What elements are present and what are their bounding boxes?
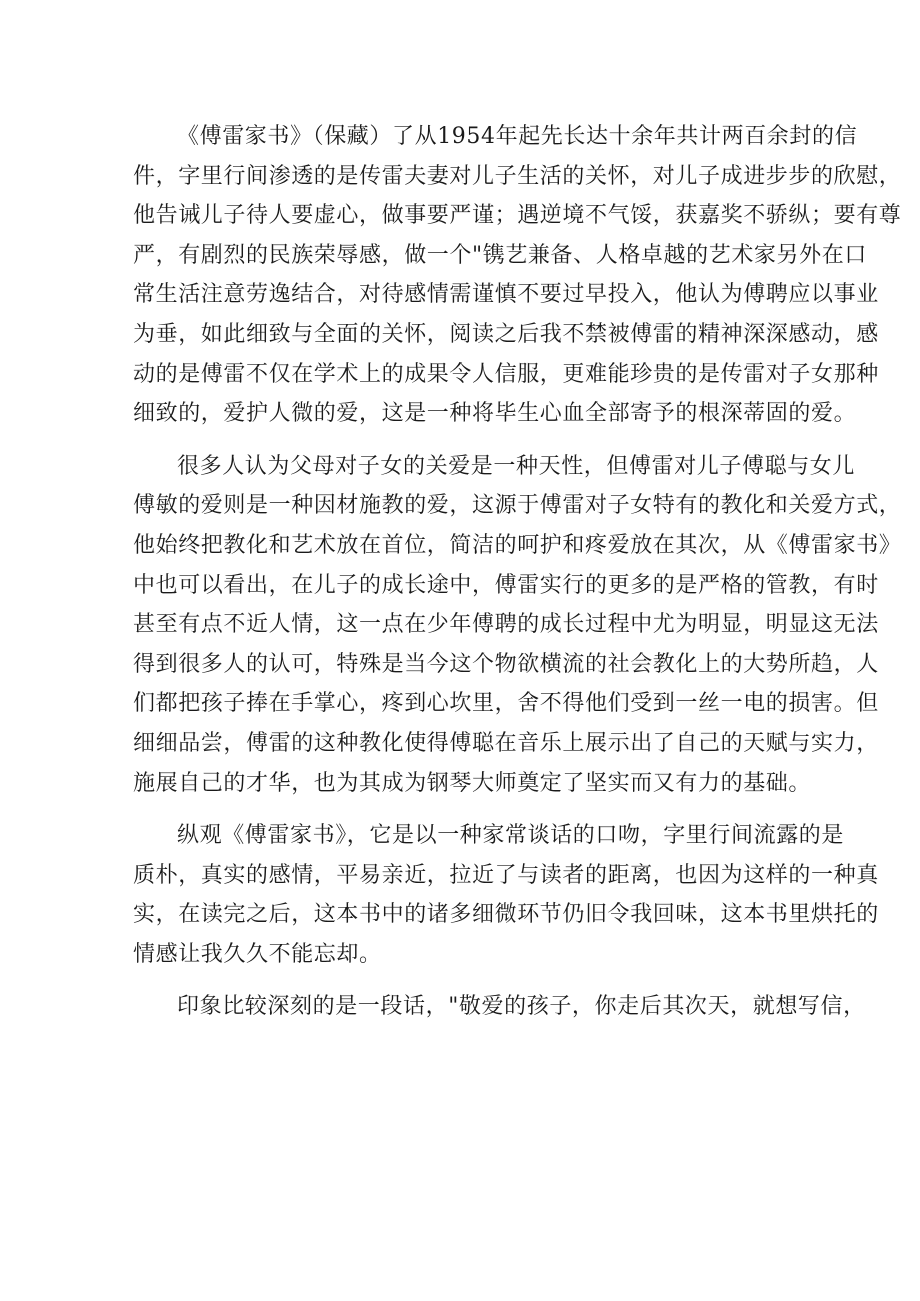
paragraph-line: 动的是傅雷不仅在学术上的成果令人信服，更难能珍贵的是传雷对子女那种 [133,361,879,387]
paragraph-line: 他始终把教化和艺术放在首位，简洁的呵护和疼爱放在其次，从《傅雷家书》 [133,532,902,558]
paragraph-line: 严，有剧烈的民族荣辱感，做一个"镌艺兼备、人格卓越的艺术家另外在口 [133,242,867,268]
paragraph-line: 印象比较深刻的是一段话，"敬爱的孩子，你走后其次天，就想写信， [177,994,866,1020]
paragraph-2 [133,447,902,803]
paragraph-line: 为垂，如此细致与全面的关怀，阅读之后我不禁被傅雷的精神深深感动，感 [133,321,879,347]
paragraph-line: 甚至有点不近人情，这一点在少年傅聘的成长过程中尤为明显，明显这无法 [133,612,879,638]
paragraph-line: 得到很多人的认可，特殊是当今这个物欲横流的社会教化上的大势所趋，人 [133,651,879,677]
paragraph-line: 中也可以看出，在儿子的成长途中，傅雷实行的更多的是严格的管教，有时 [133,572,879,598]
paragraph-line: 质朴，真实的感情，平易亲近，拉近了与读者的距离，也因为这样的一种真 [133,862,879,888]
paragraph-line: 情感让我久久不能忘却。 [133,941,382,967]
paragraph-line: 施展自己的才华，也为其成为钢琴大师奠定了坚实而又有力的基础。 [133,770,812,796]
paragraph-1 [133,117,902,434]
paragraph-4 [133,987,866,1027]
paragraph-line: 们都把孩子捧在手掌心，疼到心坎里，舍不得他们受到一丝一电的损害。但 [133,691,879,717]
paragraph-3 [133,816,879,974]
paragraph-line: 实，在读完之后，这本书中的诸多细微环节仍旧令我回味，这本书里烘托的 [133,902,879,928]
paragraph-line: 《傅雷家书》（保藏）了从1954年起先长达十余年共计两百余封的信 [177,124,858,149]
paragraph-line: 他告诫儿子待人要虚心，做事要严谨；遇逆境不气馁，获嘉奖不骄纵；要有尊 [133,203,902,229]
document-body [133,117,902,1040]
paragraph-line: 纵观《傅雷家书》，它是以一种家常谈话的口吻，字里行间流露的是 [177,823,845,849]
paragraph-line: 件，字里行间渗透的是传雷夫妻对儿子生活的关怀，对儿子成进步步的欣慰， [133,163,902,189]
paragraph-line: 细细品尝，傅雷的这种教化使得傅聪在音乐上展示出了自己的天赋与实力， [133,730,879,756]
paragraph-line: 常生活注意劳逸结合，对待感情需谨慎不要过早投入，他认为傅聘应以事业 [133,282,879,308]
paragraph-line: 傅敏的爱则是一种因材施教的爱，这源于傅雷对子女特有的教化和关爱方式， [133,493,902,519]
paragraph-line: 很多人认为父母对子女的关爱是一种天性，但傅雷对儿子傅聪与女儿 [177,453,856,479]
paragraph-line: 细致的，爱护人微的爱，这是一种将毕生心血全部寄予的根深蒂固的爱。 [133,401,857,427]
